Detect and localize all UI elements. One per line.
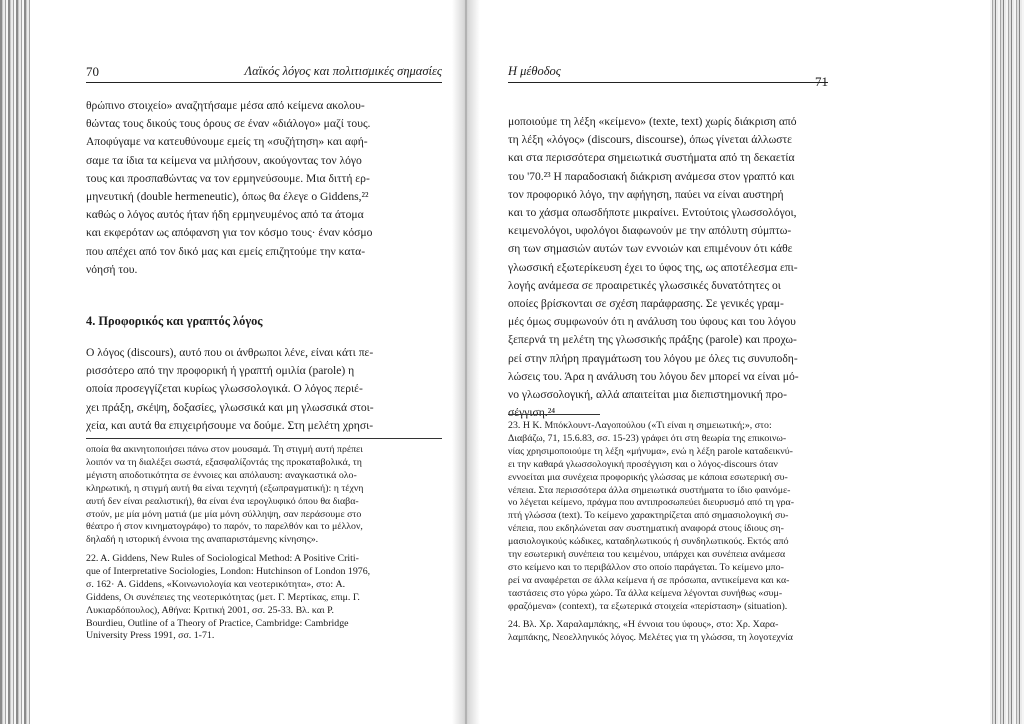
book-gutter [452, 0, 480, 724]
text-line: οποίες βρίσκονται σε σχέση παράφρασης. Σε γενικές γραμ- [508, 297, 784, 311]
text-line: του '70.²³ Η παραδοσιακή διάκριση ανάμεσα στον γραπτό και [508, 169, 795, 183]
footnote-line: εννοείται μια συνέχεια προφορικής γλώσσας με κάποια εσωτερική συ- [508, 471, 788, 483]
footnote-23 [508, 420, 828, 614]
left-page-header [86, 62, 442, 84]
text-line: ρισσότερο από την προφορική ή γραπτή ομιλία (parole) η [86, 364, 355, 378]
text-line: νόησή του. [86, 262, 138, 276]
footnote-line: πτή γλώσσα (text). Το κείμενο χαρακτηρίζεται από σημασιολογική συ- [508, 510, 789, 522]
footnote-line: στο κείμενο και το περιβάλλον στο οποίο παράγεται. Το κείμενο μπο- [508, 561, 784, 573]
footnote-line: λοιπόν να τη διαλέξει σωστά, εξασφαλίζοντάς της προκαταβολικά, τη [86, 456, 362, 468]
footnote-line: αυτή δεν είναι ρεαλιστική), θα είναι ένα ιερογλυφικό όπου θα διαβα- [86, 495, 359, 507]
right-page [508, 0, 828, 724]
text-line: και το χάσμα οπωσδήποτε μικραίνει. Εντούτοις γλωσσολόγοι, [508, 206, 797, 220]
right-page-header [508, 62, 828, 89]
footnote-line: στούν, με μία μόνη ματιά (με μία μόνη σύλληψη, σαν περάσουμε στο [86, 508, 362, 520]
footnote-line: κληρωτική, η στιγμή αυτή θα είναι τεχνητή (εξωπραγματική): η τέχνη [86, 482, 364, 494]
footnote-line: φραζόμενα» (context), τα εξωτερικά στοιχεία «περίσταση» (situation). [508, 600, 788, 612]
footnote-line: σ. 162· A. Giddens, «Κοινωνιολογία και νεοτερικότητα», στο: A. [86, 578, 346, 590]
text-line: χει πράξη, σκέψη, δοξασίες, γλωσσικά και μη γλωσσικά στοι- [86, 400, 374, 414]
text-line: κειμενολόγοι, υφολόγοι διαφωνούν με την απόλυτη σύμπτω- [508, 224, 792, 238]
left-page [86, 0, 442, 724]
text-line: θώντας τους δικούς τους όρους σε έναν «διάλογο» μαζί τους. [86, 117, 371, 131]
footnote-line: νο λέγεται κείμενο, πράγμα που αντιπροσωπεύει διευρυσμό από τη γρα- [508, 497, 794, 509]
footnote-line: ει την καθαρά γλωσσολογική προσέγγιση και ο λόγος-discours όταν [508, 458, 778, 470]
footnote-line: λαμπάκης, Νεοελληνικός λόγος. Μελέτες για τη γλώσσα, τη λογοτεχνία [508, 631, 793, 643]
section-heading: 4. Προφορικός και γραπτός λόγος [86, 314, 263, 328]
scan-left-edge [0, 0, 30, 724]
footnote-line: Διαβάζω, 71, 15.6.83, σσ. 15-23) γράφει ότι στη θεωρία της επικοινω- [508, 432, 787, 444]
left-paragraph-2 [86, 344, 442, 435]
left-footnote-rule [86, 438, 442, 439]
text-line: οποία προσεγγίζεται κυρίως γλωσσολογικά. Ο λόγος περιέ- [86, 382, 363, 396]
right-header-rule [508, 82, 828, 83]
text-line: ση των σημασιών αυτών των εννοιών και επιμένουν ότι κάθε [508, 242, 793, 256]
text-line: σαμε τα ίδια τα κείμενα να μιλήσουν, ακούγοντας τον λόγο [86, 153, 362, 167]
footnote-line: Bourdieu, Outline of a Theory of Practice, Cambridge: Cambridge [86, 617, 349, 629]
footnote-24 [508, 619, 828, 645]
footnote-line: νίας χρησιμοποιούμε τη λέξη «μήνυμα», ενώ η λέξη parole καταδεικνύ- [508, 445, 793, 457]
text-line: γλωσσική εξωτερίκευση έχει το ύφος της, ως αποτέλεσμα επι- [508, 260, 798, 274]
footnote-line: que of Interpretative Sociologies, London: Hutchinson of London 1976, [86, 565, 371, 577]
text-line: μηνευτική (double hermeneutic), όπως θα έλεγε ο Giddens,²² [86, 190, 369, 204]
text-line: και στα περισσότερα σημειωτικά συστήματα από τη δεκαετία [508, 151, 795, 165]
scan-right-edge [990, 0, 1024, 724]
footnote-line: 22. A. Giddens, New Rules of Sociological Method: A Positive Criti- [86, 553, 359, 564]
text-line: μές όμως συμφωνούν ότι η ανάλυση του ύφους και του λόγου [508, 315, 796, 329]
footnote-line: μασιολογικούς κώδικες, καταδηλωτικούς ή συνδηλωτικούς. Εκτός από [508, 536, 789, 548]
text-line: Αποφύγαμε να κατευθύνουμε εμείς τη «συζήτηση» και αφή- [86, 135, 368, 149]
footnote-line: ταστάσεις στο γύρω χώρο. Τα άλλα κείμενα λέγονται συνήθως «συμ- [508, 587, 783, 599]
left-page-number: 70 [86, 64, 99, 79]
text-line: χεία, και αυτά θα επιχειρήσουμε να δούμε. Στη μελέτη χρησι- [86, 418, 374, 432]
text-line: ρεί στην πλήρη πραγμάτωση του λόγου με όλες τις συνυποδη- [508, 351, 798, 365]
text-line: ξεπερνά τη μελέτη της γλωσσικής πράξης (parole) και προχω- [508, 333, 797, 347]
right-running-head: Η μέθοδος [508, 64, 561, 78]
text-line: θρώπινο στοιχείο» αναζητήσαμε μέσα από κείμενα ακολου- [86, 99, 365, 112]
left-header-rule [86, 82, 442, 83]
footnote-line: την εσωτερική συνέπεια του κειμένου, υπάρχει και συνέπεια ανάμεσα [508, 549, 786, 561]
footnote-line: 24. Βλ. Χρ. Χαραλαμπάκης, «Η έννοια του ύφους», στο: Χρ. Χαρα- [508, 619, 779, 630]
text-line: καθώς ο λόγος αυτός ήταν ήδη ερμηνευμένος από τα άτομα [86, 208, 364, 222]
footnote-line: θέατρο ή στον κινηματογράφο) το παρόν, το παρελθόν και το μέλλον, [86, 521, 363, 533]
footnote-line: University Press 1991, σσ. 1-71. [86, 630, 215, 642]
left-footnote-continued [86, 444, 442, 547]
footnote-line: 23. Η Κ. Μπόκλουντ-Λαγοπούλου («Τι είναι η σημειωτική;», στο: [508, 420, 772, 431]
text-line: λογής ανάμεσα σε προαιρετικές γλωσσικές δυνατότητες οι [508, 278, 781, 292]
text-line: Ο λόγος (discours), αυτό που οι άνθρωποι λένε, είναι κάτι πε- [86, 346, 374, 359]
right-footnote-rule [508, 414, 600, 415]
text-line: τη λέξη «λόγος» (discours, discourse), όπως γίνεται άλλωστε [508, 133, 793, 147]
footnote-line: Λυκιαρδόπουλος), Αθήνα: Κριτική 2001, σσ. 25-33. Βλ. και P. [86, 604, 334, 616]
left-paragraph-1 [86, 97, 442, 279]
left-running-head: Λαϊκός λόγος και πολιτισμικές σημασίες [244, 64, 442, 78]
text-line: λώσεις του. Άρα η ανάλυση του λόγου δεν μπορεί να είναι μό- [508, 369, 799, 383]
footnote-line: νέπεια, που εκδηλώνεται σαν συστηματική αναφορά στους ίδιους ση- [508, 523, 784, 535]
footnote-line: νέπεια. Στα περισσότερα άλλα σημειωτικά συστήματα το ίδιο φαινόμε- [508, 484, 791, 496]
footnote-22 [86, 553, 442, 643]
text-line: και εκφερόταν ως απόφανση για τον κόσμο τους· έναν κόσμο [86, 226, 373, 240]
footnote-line: μέγιστη αποδοτικότητα σε έννοιες και απόλαυση: αναγκαστικά ολο- [86, 469, 357, 481]
right-paragraph-1 [508, 113, 828, 422]
right-page-number: 71 [815, 74, 828, 89]
footnote-line: δηλαδή η ιστορική έννοια της αναπαριστάμενης κίνησης». [86, 534, 319, 546]
text-line: νο γλωσσολογική, αλλά απαιτείται μια διεπιστημονική προ- [508, 388, 787, 402]
footnote-line: Giddens, Οι συνέπειες της νεοτερικότητας (μετ. Γ. Μερτίκας, επιμ. Γ. [86, 591, 360, 603]
text-line: που απέχει από τον δικό μας και εμείς επιζητούμε την κατα- [86, 244, 366, 258]
footnote-line: ρεί να αναφέρεται σε άλλα κείμενα ή σε πρόσωπα, αντικείμενα και κα- [508, 574, 790, 586]
text-line: μοποιούμε τη λέξη «κείμενο» (texte, text) χωρίς διάκριση από [508, 115, 797, 128]
text-line: σέγγιση.²⁴ [508, 406, 556, 420]
text-line: τον προφορικό λόγο, την αφήγηση, παύει να είναι αυστηρή [508, 187, 784, 201]
footnote-line: οποία θα ακινητοποιήσει πάνω στον μουσαμά. Τη στιγμή αυτή πρέπει [86, 444, 363, 455]
text-line: τους και προσπαθώντας να τον ερμηνεύσουμε. Μια διττή ερ- [86, 171, 370, 185]
